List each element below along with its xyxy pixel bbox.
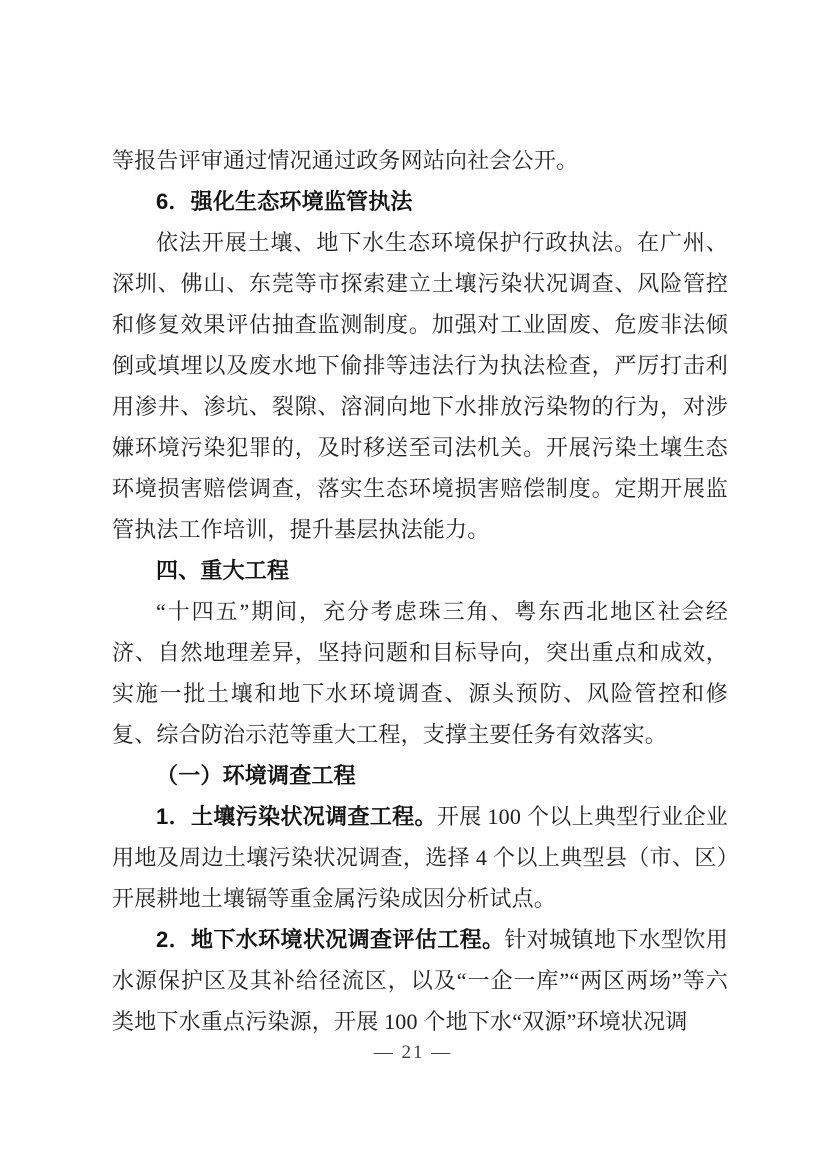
project-2-text: 针对城镇地下水型饮用水源保护区及其补给径流区，以及“一企一库”“两区两场”等六类地下水重点污染源，开展 100 个地下水“双源”环境状况调 xyxy=(112,927,728,1034)
paragraph-continuation: 等报告评审通过情况通过政务网站向社会公开。 xyxy=(112,148,579,173)
paragraph-overview: “十四五”期间，充分考虑珠三角、粤东西北地区社会经济、自然地理差异，坚持问题和目标导向，突出重点和成效，实施一批土壤和地下水环境调查、源头预防、风险管控和修复、综合防治示范等重大工程，支撑主要任务有效落实。 xyxy=(112,599,728,747)
paragraph-enforcement: 依法开展土壤、地下水生态环境保护行政执法。在广州、深圳、佛山、东莞等市探索建立土壤污染状况调查、风险管控和修复效果评估抽查监测制度。加强对工业固废、危废非法倾倒或填埋以及废水地下偷排等违法行为执法检查，严厉打击利用渗井、渗坑、裂隙、溶洞向地下水排放污染物的行为，对涉嫌环境污染犯罪的，及时移送至司法机关。开展污染土壤生态环境损害赔偿调查，落实生态环境损害赔偿制度。定期开展监管执法工作培训，提升基层执法能力。 xyxy=(112,230,728,542)
paragraph-project-2 xyxy=(112,919,728,1042)
heading-part-4-major-projects: 四、重大工程 xyxy=(156,558,290,583)
heading-sub-1-environment-survey: （一）环境调查工程 xyxy=(156,763,356,788)
heading-section-6: 6．强化生态环境监管执法 xyxy=(156,189,413,214)
project-1-title: 1．土壤污染状况调查工程。 xyxy=(156,804,437,829)
project-2-title: 2．地下水环境状况调查评估工程。 xyxy=(156,927,505,952)
paragraph-project-1 xyxy=(112,796,728,919)
project-1-text: 开展 100 个以上典型行业企业用地及周边土壤污染状况调查，选择 4 个以上典型县（市、区）开展耕地土壤镉等重金属污染成因分析试点。 xyxy=(112,804,729,911)
document-body xyxy=(112,140,728,1042)
page-number: — 21 — xyxy=(373,1042,453,1063)
